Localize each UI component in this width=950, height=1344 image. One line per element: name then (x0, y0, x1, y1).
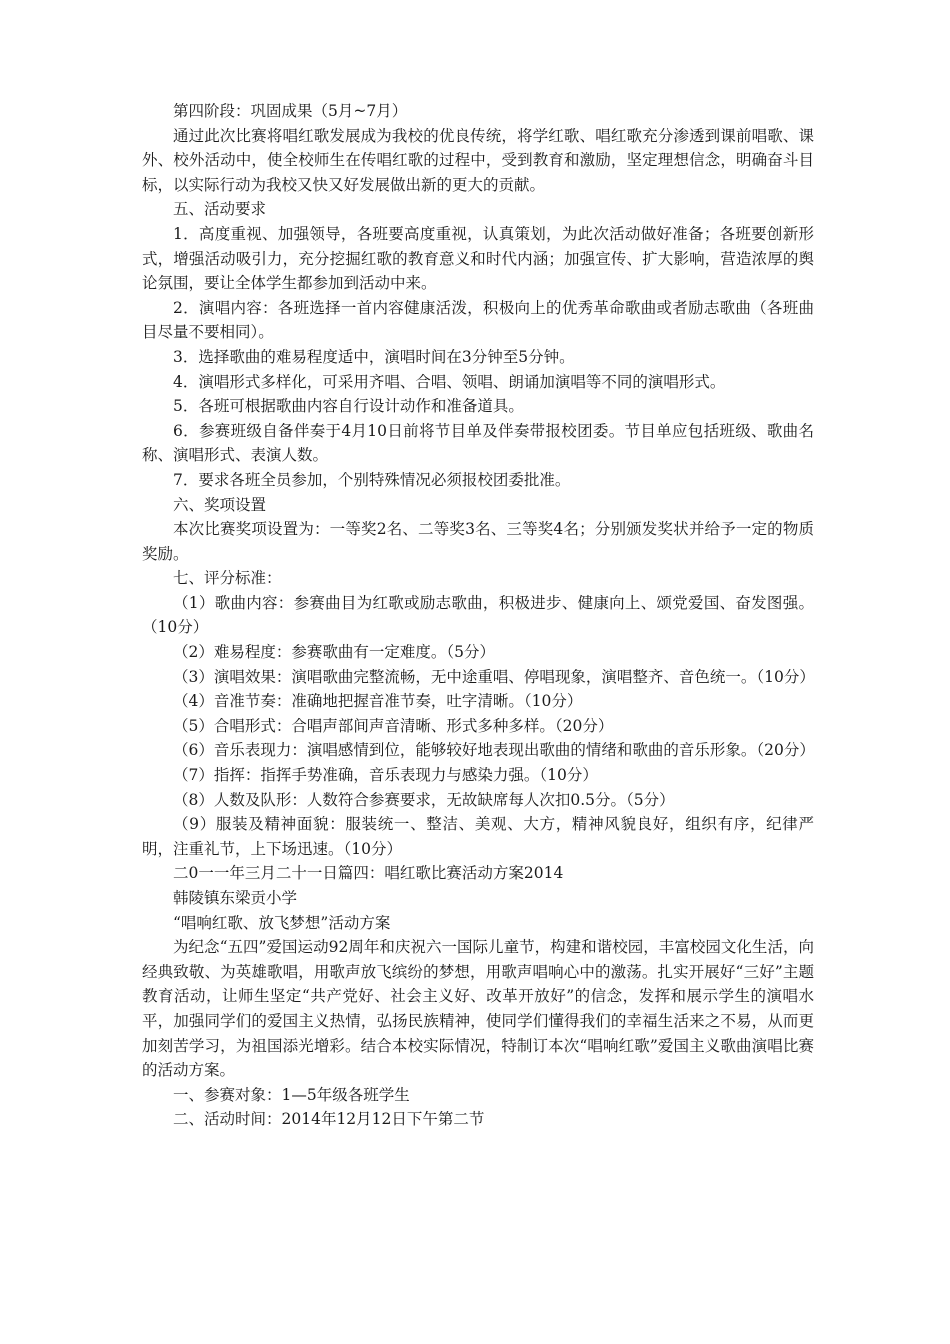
scoring-item: （2）难易程度：参赛歌曲有一定难度。（5分） (173, 643, 495, 662)
paragraph: 4．演唱形式多样化，可采用齐唱、合唱、领唱、朗诵加演唱等不同的演唱形式。 (173, 372, 726, 391)
scoring-item: （4）音准节奏：准确地把握音准节奏，吐字清晰。（10分） (173, 692, 583, 711)
paragraph: 本次比赛奖项设置为：一等奖2名、二等奖3名、三等奖4名；分别颁发奖状并给予一定的物质奖励。 (142, 520, 814, 563)
section-heading: 六、奖项设置 (173, 495, 267, 514)
paragraph: 2．演唱内容：各班选择一首内容健康活泼，积极向上的优秀革命歌曲或者励志歌曲（各班曲目尽量不要相同）。 (142, 298, 814, 342)
scoring-item: （8）人数及队形：人数符合参赛要求，无故缺席每人次扣0.5分。（5分） (173, 790, 675, 809)
paragraph: 1．高度重视、加强领导，各班要高度重视，认真策划，为此次活动做好准备；各班要创新形式，增强活动吸引力，充分挖掘红歌的教育意义和时代内涵；加强宣传、扩大影响，营造浓厚的舆论氛围，要让全体学生都参加到活动中来。 (142, 224, 814, 293)
scoring-item: （9）服装及精神面貌：服装统一、整洁、美观、大方，精神风貌良好，组织有序，纪律严明，注重礼节，上下场迅速。（10分） (142, 815, 814, 858)
paragraph: 通过此次比赛将唱红歌发展成为我校的优良传统，将学红歌、唱红歌充分渗透到课前唱歌、课外、校外活动中，使全校师生在传唱红歌的过程中，受到教育和激励，坚定理想信念，明确奋斗目标，以实际行动为我校又快又好发展做出新的更大的贡献。 (142, 126, 814, 194)
scoring-item: （1）歌曲内容：参赛曲目为红歌或励志歌曲，积极进步、健康向上、颂党爱国、奋发图强。（10分） (142, 593, 814, 637)
school-name: 韩陵镇东梁贡小学 (173, 889, 298, 907)
document-body (142, 99, 814, 1132)
paragraph: 为纪念“五四”爱国运动92周年和庆祝六一国际儿童节，构建和谐校园，丰富校园文化生活，向经典致敬、为英雄歌唱，用歌声放飞缤纷的梦想，用歌声唱响心中的激荡。扎实开展好“三好”主题教育活动，让师生坚定“共产党好、社会主义好、改革开放好”的信念，发挥和展示学生的演唱水平，加强同学们的爱国主义热情，弘扬民族精神，使同学们懂得我们的幸福生活来之不易，从而更加刻苦学习，为祖国添光增彩。结合本校实际情况，特制订本次“唱响红歌”爱国主义歌曲演唱比赛的活动方案。 (142, 938, 814, 1080)
scoring-item: （5）合唱形式：合唱声部间声音清晰、形式多种多样。（20分） (173, 716, 614, 735)
paragraph: 3．选择歌曲的难易程度适中，演唱时间在3分钟至5分钟。 (173, 347, 575, 366)
section-heading: 一、参赛对象：1—5年级各班学生 (173, 1085, 410, 1104)
paragraph: 第四阶段：巩固成果（5月~7月） (173, 102, 408, 120)
scoring-item: （3）演唱效果：演唱歌曲完整流畅，无中途重唱、停唱现象，演唱整齐、音色统一。（10分） (173, 667, 815, 686)
section-heading: 二、活动时间：2014年12月12日下午第二节 (173, 1110, 485, 1129)
paragraph: 7．要求各班全员参加，个别特殊情况必须报校团委批准。 (173, 470, 571, 489)
scoring-item: （7）指挥：指挥手势准确，音乐表现力与感染力强。（10分） (173, 766, 598, 785)
paragraph: 5．各班可根据歌曲内容自行设计动作和准备道具。 (173, 397, 524, 416)
paragraph: 6．参赛班级自备伴奏于4月10日前将节目单及伴奏带报校团委。节目单应包括班级、歌曲名称、演唱形式、表演人数。 (142, 421, 814, 465)
paragraph: 二0一一年三月二十一日篇四：唱红歌比赛活动方案2014 (173, 864, 564, 883)
scoring-item: （6）音乐表现力：演唱感情到位，能够较好地表现出歌曲的情绪和歌曲的音乐形象。（20分） (173, 741, 815, 760)
plan-title: “唱响红歌、放飞梦想”活动方案 (173, 913, 391, 932)
section-heading: 五、活动要求 (173, 200, 267, 219)
section-heading: 七、评分标准： (173, 569, 282, 588)
